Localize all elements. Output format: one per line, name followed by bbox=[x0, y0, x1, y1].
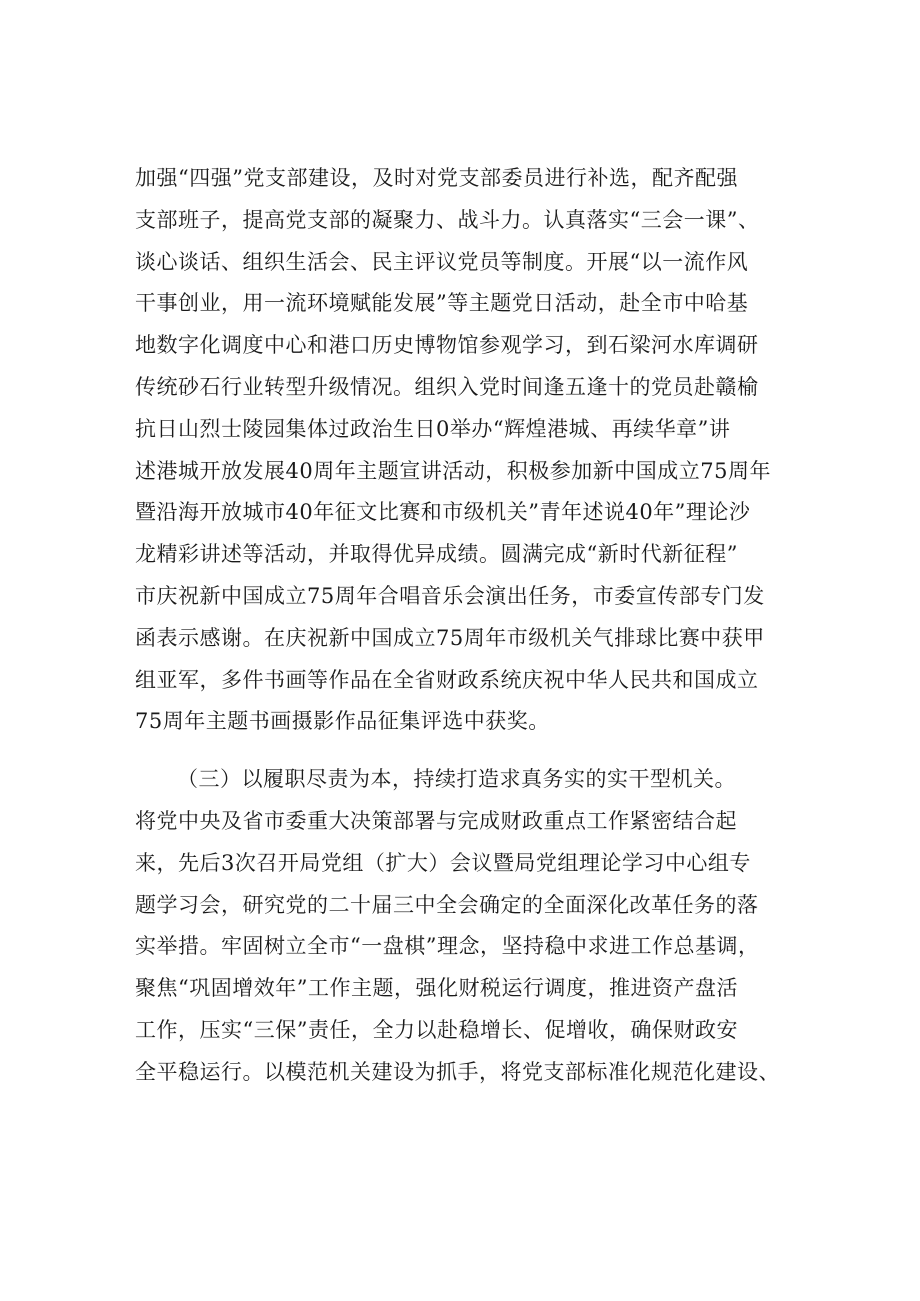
text-line: 聚焦“巩固增效年”工作主题，强化财税运行调度，推进资产盘活 bbox=[135, 976, 738, 1001]
text-line: 组亚军，多件书画等作品在全省财政系统庆祝中华人民共和国成立 bbox=[135, 667, 759, 692]
document-body bbox=[135, 158, 795, 1094]
text-line: 75周年主题书画摄影作品征集评选中获奖。 bbox=[135, 709, 550, 734]
text-line: 将党中央及省市委重大决策部署与完成财政重点工作紧密结合起 bbox=[135, 808, 737, 833]
text-line: 龙精彩讲述等活动，并取得优异成绩。圆满完成“新时代新征程” bbox=[135, 542, 738, 567]
text-line: 来，先后3次召开局党组（扩大）会议暨局党组理论学习中心组专 bbox=[135, 850, 751, 875]
text-line: 全平稳运行。以模范机关建设为抓手，将党支部标准化规范化建设、 bbox=[135, 1059, 780, 1084]
text-line: 实举措。牢固树立全市“一盘棋”理念，坚持稳中求进工作总基调， bbox=[135, 934, 760, 959]
text-line: 支部班子，提高党支部的凝聚力、战斗力。认真落实“三会一课”、 bbox=[135, 207, 760, 232]
text-line: 加强“四强”党支部建设，及时对党支部委员进行补选，配齐配强 bbox=[135, 166, 738, 190]
text-line: 干事创业，用一流环境赋能发展”等主题党日活动，赴全市中哈基 bbox=[135, 291, 749, 316]
text-line: 抗日山烈士陵园集体过政治生日0举办“辉煌港城、再续华章”讲 bbox=[135, 416, 731, 441]
text-line: 函表示感谢。在庆祝新中国成立75周年市级机关气排球比赛中获甲 bbox=[135, 625, 765, 650]
text-line: 传统砂石行业转型升级情况。组织入党时间逢五逢十的党员赴赣榆 bbox=[135, 374, 759, 399]
text-line: 工作，压实“三保”责任，全力以赴稳增长、促增收，确保财政安 bbox=[135, 1017, 738, 1042]
text-line: 述港城开放发展40周年主题宣讲活动，积极参加新中国成立75周年 bbox=[135, 458, 771, 483]
paragraph-party-branch-building bbox=[135, 158, 795, 743]
text-line: 地数字化调度中心和港口历史博物馆参观学习，到石梁河水库调研 bbox=[135, 333, 759, 358]
section-heading: （三）以履职尽责为本，持续打造求真务实的实干型机关。 bbox=[177, 767, 736, 792]
text-line: 市庆祝新中国成立75周年合唱音乐会演出任务，市委宣传部专门发 bbox=[135, 583, 765, 608]
text-line: 谈心谈话、组织生活会、民主评议党员等制度。开展“以一流作风 bbox=[135, 249, 749, 274]
paragraph-section-three bbox=[135, 759, 795, 1093]
text-line: 暨沿海开放城市40年征文比赛和市级机关”青年述说40年”理论沙 bbox=[135, 500, 751, 525]
text-line: 题学习会，研究党的二十届三中全会确定的全面深化改革任务的落 bbox=[135, 892, 759, 917]
